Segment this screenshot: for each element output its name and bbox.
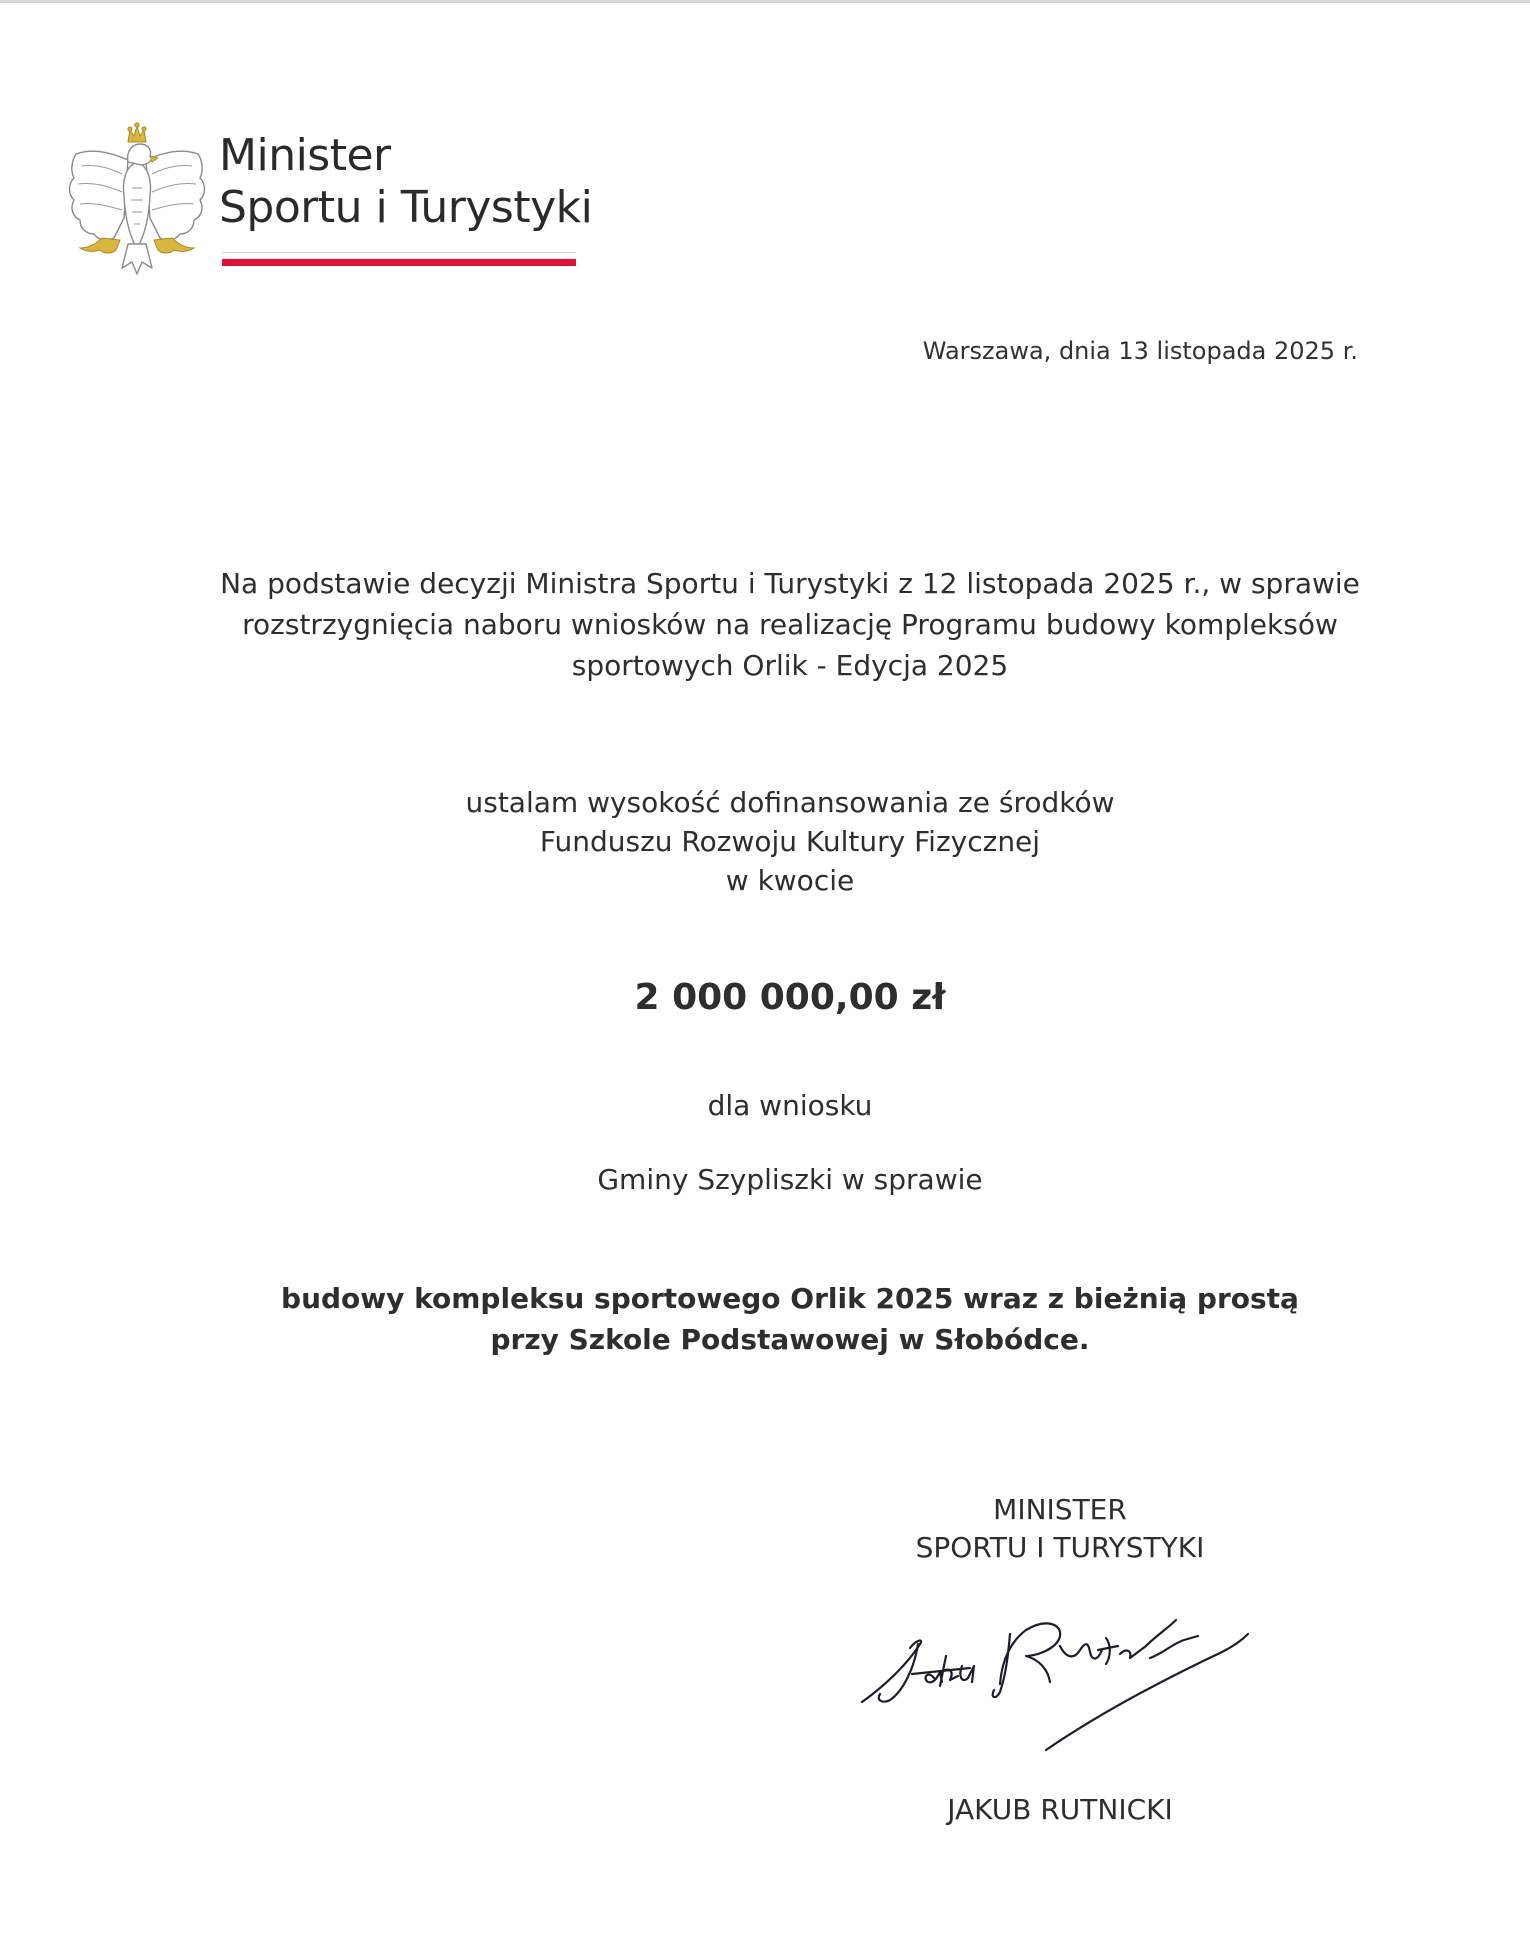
flag-stripe bbox=[222, 252, 576, 266]
decision-paragraph bbox=[160, 783, 1420, 900]
polish-white-eagle-icon bbox=[62, 118, 212, 278]
for-application-label: dla wniosku bbox=[707, 1089, 873, 1122]
signer-title bbox=[860, 1491, 1260, 1567]
ministry-title bbox=[219, 130, 592, 234]
preamble-line: sportowych Orlik - Edycja 2025 bbox=[571, 649, 1009, 682]
funding-amount: 2 000 000,00 zł bbox=[634, 977, 946, 1018]
applicant-name: Gminy Szypliszki w sprawie bbox=[597, 1163, 983, 1196]
signer-name: JAKUB RUTNICKI bbox=[947, 1793, 1173, 1826]
decision-line: w kwocie bbox=[725, 864, 855, 897]
flag-stripe-white bbox=[222, 252, 576, 259]
preamble-paragraph bbox=[160, 563, 1420, 686]
project-subject bbox=[160, 1278, 1420, 1360]
ministry-title-line2: Sportu i Turystyki bbox=[219, 182, 593, 233]
ministry-letterhead bbox=[62, 118, 602, 278]
ministry-title-line1: Minister bbox=[219, 130, 391, 181]
subject-line: przy Szkole Podstawowej w Słobódce. bbox=[490, 1323, 1090, 1356]
signer-title-line1: MINISTER bbox=[993, 1493, 1127, 1526]
top-edge-rule bbox=[0, 0, 1530, 3]
decision-line: Funduszu Rozwoju Kultury Fizycznej bbox=[539, 825, 1041, 858]
signer-title-line2: SPORTU I TURYSTYKI bbox=[915, 1531, 1205, 1564]
preamble-line: Na podstawie decyzji Ministra Sportu i Turystyki z 12 listopada 2025 r., w sprawie bbox=[220, 567, 1360, 600]
subject-line: budowy kompleksu sportowego Orlik 2025 wraz z bieżnią prostą bbox=[281, 1282, 1299, 1315]
flag-stripe-red bbox=[222, 259, 576, 266]
document-date: Warszawa, dnia 13 listopada 2025 r. bbox=[922, 337, 1358, 365]
preamble-line: rozstrzygnięcia naboru wniosków na realizację Programu budowy kompleksów bbox=[242, 608, 1338, 641]
handwritten-signature bbox=[850, 1600, 1270, 1760]
decision-line: ustalam wysokość dofinansowania ze środków bbox=[465, 786, 1115, 819]
